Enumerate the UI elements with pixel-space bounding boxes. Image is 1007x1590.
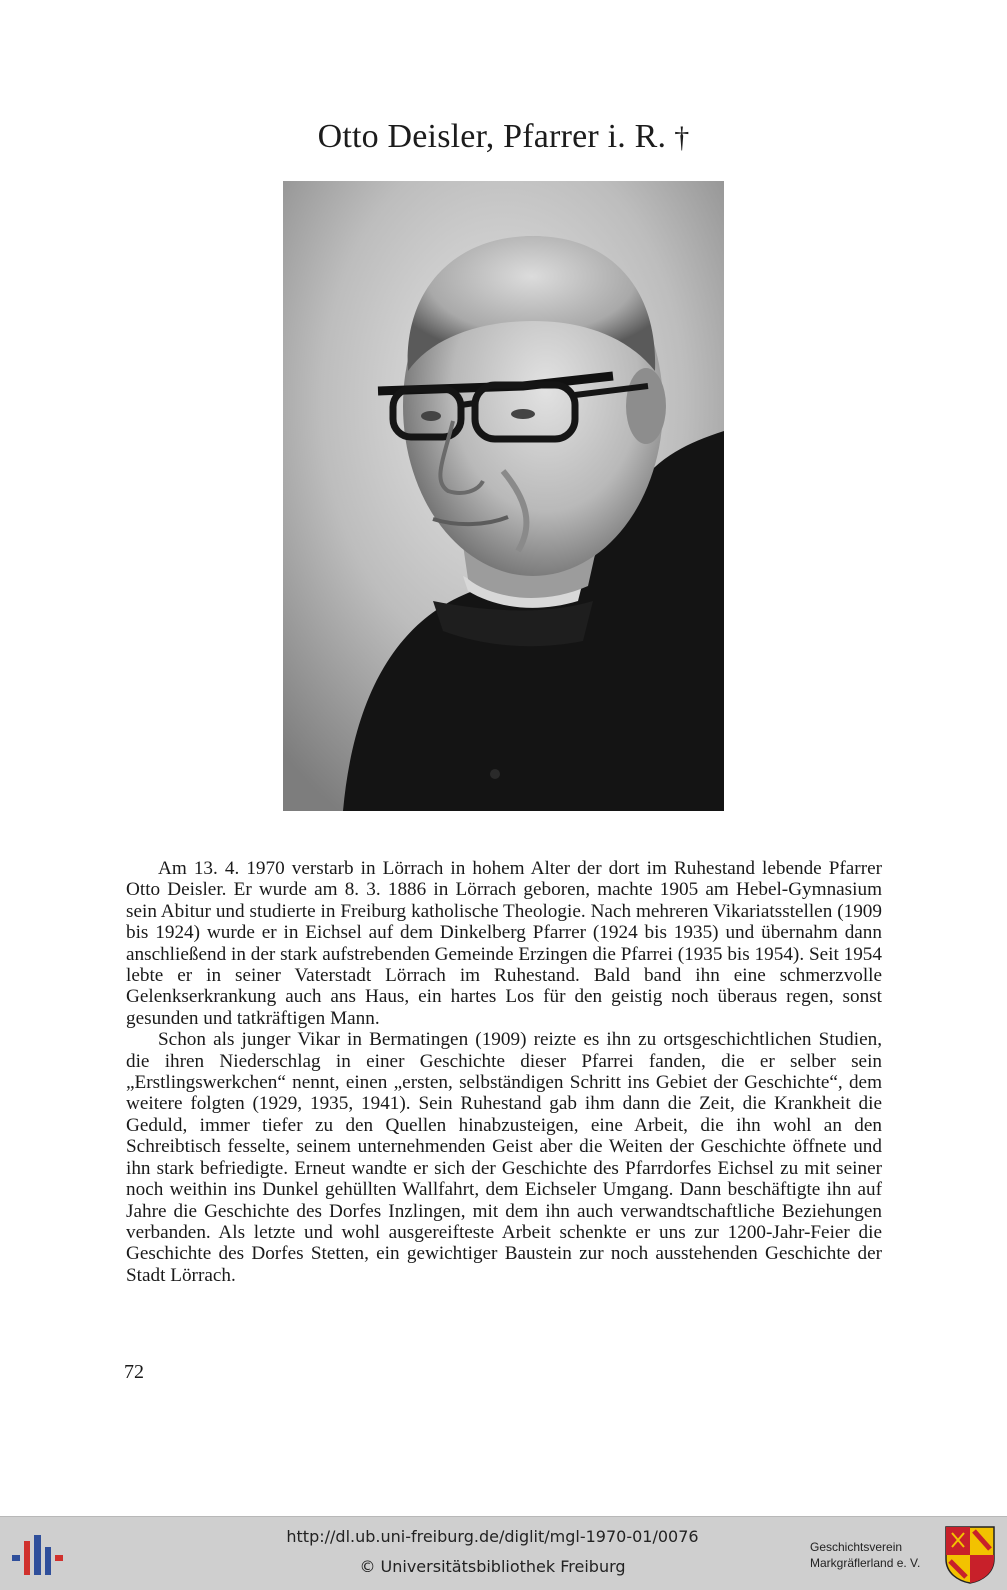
coat-of-arms-icon xyxy=(944,1525,996,1585)
permalink-url[interactable]: http://dl.ub.uni-freiburg.de/diglit/mgl-1970-01/0076 xyxy=(286,1527,699,1546)
viewer-footer xyxy=(0,1516,1007,1590)
paragraph-1: Am 13. 4. 1970 verstarb in Lörrach in hohem Alter der dort im Ruhestand lebende Pfarrer Otto Deisler. Er wurde am 8. 3. 1886 in Lörrach geboren, machte 1905 am Hebel-Gymnasium sein Abitur und studierte in Freiburg katholische Theologie. Nach mehreren Vikariatsstellen (1909 bis 1924) wurde er in Eichsel auf dem Dinkelberg Pfarrer (1924 bis 1935) und übernahm dann anschließend in der stark aufstrebenden Gemeinde Erzingen die Pfarrei (1935 bis 1954). Seit 1954 lebte er in seiner Vaterstadt Lörrach im Ruhestand. Bald band ihn eine schmerzvolle Gelenkserkrankung auch ans Haus, ein hartes Los für den geistig noch überaus regen, sonst gesunden und tatkräftigen Mann. xyxy=(126,858,882,1029)
society-name xyxy=(810,1539,920,1571)
article-body xyxy=(126,858,882,1286)
cross-mark: † xyxy=(674,121,690,154)
page-title xyxy=(0,118,1007,156)
portrait-photo xyxy=(283,181,724,811)
society-line-1: Geschichtsverein xyxy=(810,1540,903,1554)
society-line-2: Markgräflerland e. V. xyxy=(810,1556,921,1570)
page-number: 72 xyxy=(124,1361,144,1383)
copyright-notice: © Universitätsbibliothek Freiburg xyxy=(359,1557,626,1576)
title-text: Otto Deisler, Pfarrer i. R. xyxy=(317,118,667,155)
paragraph-2: Schon als junger Vikar in Bermatingen (1909) reizte es ihn zu ortsgeschichtlichen Studien, die ihren Niederschlag in einer Geschichte dieser Pfarrei fanden, die er selber sein „Erstlingswerkchen“ nennt, einen „ersten, selbständigen Schritt ins Gebiet der Geschichte“, dem weitere folgten (1929, 1935, 1941). Sein Ruhestand gab ihm dann die Zeit, die Krankheit die Geduld, immer tiefer zu den Quellen hinabzusteigen, eine Arbeit, die ihn wohl an den Schreibtisch fesselte, seinem unternehmenden Geist aber die Weiten der Geschichte öffnete und ihn stark befriedigte. Erneut wandte er sich der Geschichte des Pfarrdorfes Eichsel zu mit seiner noch weithin ins Dunkel gehüllten Wallfahrt, dem Eichseler Umgang. Dann beschäftigte ihn auf Jahre die Geschichte des Dorfes Inzlingen, mit dem ihn auch verwandtschaftliche Beziehungen verbanden. Als letzte und wohl ausgereifteste Arbeit schenkte er uns zur 1200-Jahr-Feier die Geschichte des Dorfes Stetten, ein gewichtiger Baustein zur noch ausstehenden Geschichte der Stadt Lörrach. xyxy=(126,1029,882,1286)
